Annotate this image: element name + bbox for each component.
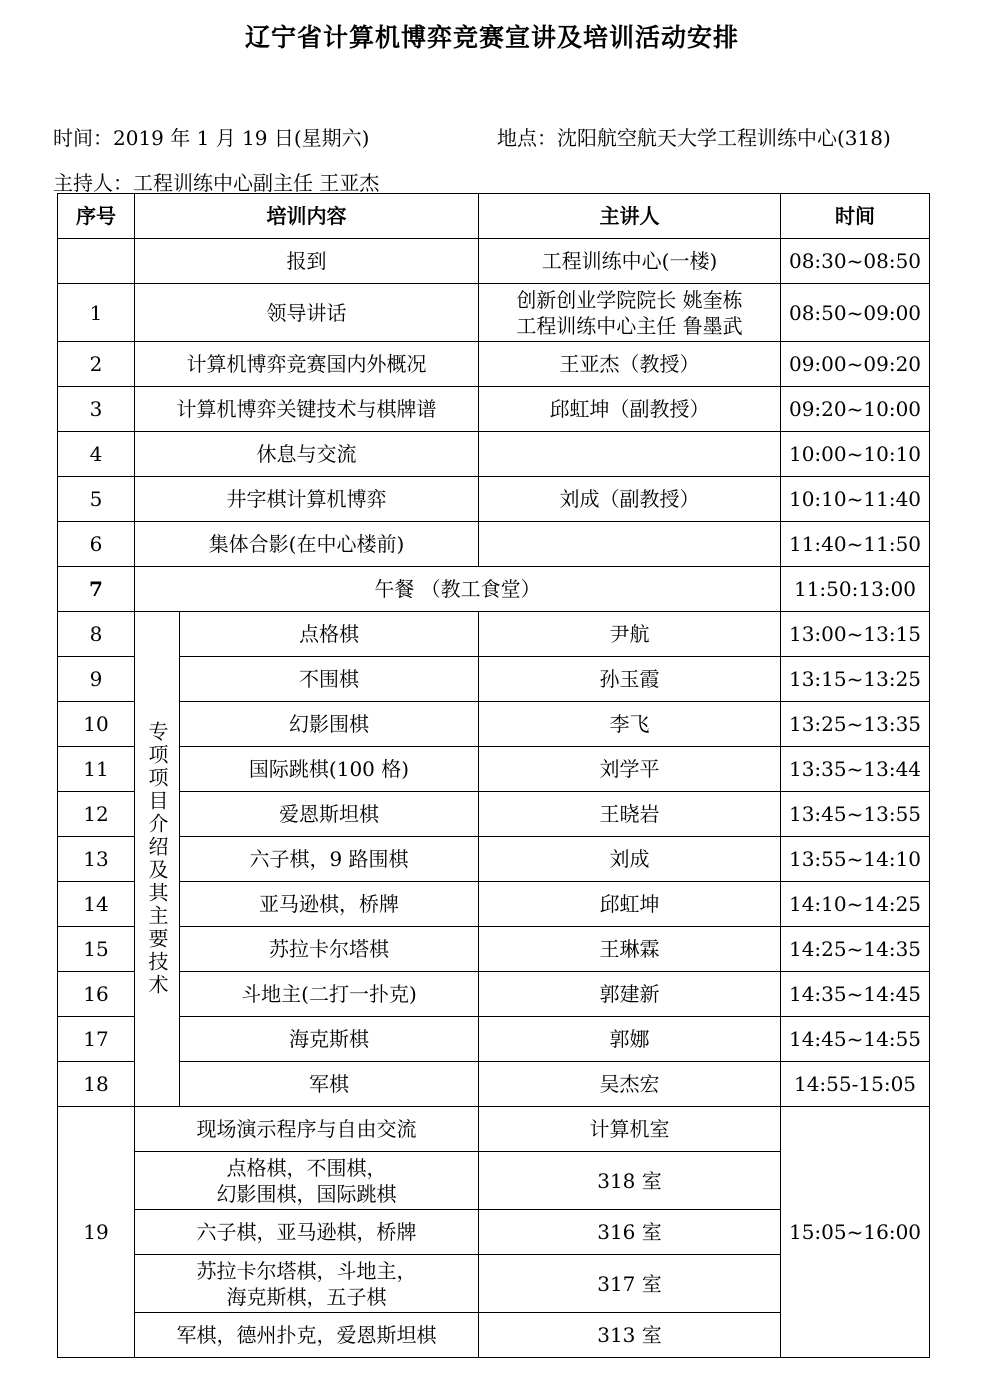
table-row: [58, 284, 930, 342]
speaker-line: 创新创业学院院长 姚奎栋: [516, 287, 743, 312]
row-no: 4: [58, 432, 135, 477]
row-content: 幻影围棋: [180, 702, 479, 747]
row-content: 亚马逊棋，桥牌: [180, 882, 479, 927]
row-no: 3: [58, 387, 135, 432]
row-content: 六子棋，9 路围棋: [180, 837, 479, 882]
row-content: 领导讲话: [135, 284, 479, 342]
row-no: 19: [58, 1107, 135, 1358]
row-time: 09:00~09:20: [781, 342, 930, 387]
schedule-table: [57, 193, 930, 1358]
row-content: 军棋，德州扑克，爱恩斯坦棋: [135, 1313, 479, 1358]
row-room: 317 室: [479, 1255, 781, 1313]
row-content: 国际跳棋(100 格): [180, 747, 479, 792]
header-speaker: 主讲人: [479, 194, 781, 239]
row-no: 9: [58, 657, 135, 702]
row-no: 14: [58, 882, 135, 927]
row-time: 13:25~13:35: [781, 702, 930, 747]
row-time: 08:50~09:00: [781, 284, 930, 342]
row-content: 点格棋: [180, 612, 479, 657]
header-time: 时间: [781, 194, 930, 239]
row-time: 08:30~08:50: [781, 239, 930, 284]
row-time: 13:55~14:10: [781, 837, 930, 882]
row-content: 现场演示程序与自由交流: [135, 1107, 479, 1152]
row-speaker: 邱虹坤（副教授）: [479, 387, 781, 432]
row-time: 13:15~13:25: [781, 657, 930, 702]
row-no: 8: [58, 612, 135, 657]
content-line: 点格棋，不围棋，: [226, 1155, 387, 1180]
row-speaker: 郭建新: [479, 972, 781, 1017]
row-speaker: 尹航: [479, 612, 781, 657]
row-content: 午餐 （教工食堂）: [135, 567, 781, 612]
row-content: 六子棋，亚马逊棋，桥牌: [135, 1210, 479, 1255]
row-speaker: 刘学平: [479, 747, 781, 792]
row-no: 6: [58, 522, 135, 567]
content-line: 海克斯棋，五子棋: [226, 1284, 387, 1309]
row-time: 14:10~14:25: [781, 882, 930, 927]
row-time: 11:40~11:50: [781, 522, 930, 567]
table-row: [58, 387, 930, 432]
row-time: 10:10~11:40: [781, 477, 930, 522]
row-content: 军棋: [180, 1062, 479, 1107]
row-room: 316 室: [479, 1210, 781, 1255]
row-no: 5: [58, 477, 135, 522]
row-speaker: 李飞: [479, 702, 781, 747]
row-content: 计算机博弈竞赛国内外概况: [135, 342, 479, 387]
row-speaker: 郭娜: [479, 1017, 781, 1062]
row-content: 苏拉卡尔塔棋: [180, 927, 479, 972]
row-time: 09:20~10:00: [781, 387, 930, 432]
event-location: 地点：沈阳航空航天大学工程训练中心(318): [497, 126, 891, 150]
row-speaker: 邱虹坤: [479, 882, 781, 927]
row-no: 10: [58, 702, 135, 747]
table-row: [58, 1017, 930, 1062]
table-row: [58, 1062, 930, 1107]
row-time: 15:05~16:00: [781, 1107, 930, 1358]
table-row: [58, 432, 930, 477]
row-no: 18: [58, 1062, 135, 1107]
row-time: 13:35~13:44: [781, 747, 930, 792]
table-row: [58, 342, 930, 387]
row-content: 计算机博弈关键技术与棋牌谱: [135, 387, 479, 432]
row-content: 报到: [135, 239, 479, 284]
section-label: 专项项目介绍及其主要技术: [135, 612, 180, 1107]
row-content: 井字棋计算机博弈: [135, 477, 479, 522]
row-no: 2: [58, 342, 135, 387]
row-speaker: 刘成（副教授）: [479, 477, 781, 522]
row-speaker: 刘成: [479, 837, 781, 882]
row-content: [135, 1255, 479, 1313]
table-row: [58, 612, 930, 657]
row-content: 集体合影(在中心楼前): [135, 522, 479, 567]
document-title: 辽宁省计算机博弈竞赛宣讲及培训活动安排: [244, 23, 739, 52]
row-speaker: 工程训练中心(一楼): [479, 239, 781, 284]
row-speaker: 王琳霖: [479, 927, 781, 972]
content-line: 苏拉卡尔塔棋，斗地主，: [196, 1258, 417, 1283]
row-speaker: [479, 432, 781, 477]
table-row: [58, 792, 930, 837]
table-row: [58, 1107, 930, 1152]
row-content: 不围棋: [180, 657, 479, 702]
row-time: 14:45~14:55: [781, 1017, 930, 1062]
row-no: 11: [58, 747, 135, 792]
row-speaker: 孙玉霞: [479, 657, 781, 702]
table-row: [58, 702, 930, 747]
row-no: 1: [58, 284, 135, 342]
row-content: [135, 1152, 479, 1210]
row-no: [58, 239, 135, 284]
row-content: 爱恩斯坦棋: [180, 792, 479, 837]
row-no: 16: [58, 972, 135, 1017]
table-row: [58, 567, 930, 612]
speaker-line: 工程训练中心主任 鲁墨武: [516, 313, 743, 338]
row-room: 318 室: [479, 1152, 781, 1210]
row-room: 313 室: [479, 1313, 781, 1358]
header-no: 序号: [58, 194, 135, 239]
row-time: 14:55-15:05: [781, 1062, 930, 1107]
row-content: 斗地主(二打一扑克): [180, 972, 479, 1017]
row-speaker: [479, 284, 781, 342]
table-row: [58, 522, 930, 567]
row-no: 15: [58, 927, 135, 972]
row-time: 13:45~13:55: [781, 792, 930, 837]
content-line: 幻影围棋，国际跳棋: [216, 1181, 397, 1206]
row-time: 13:00~13:15: [781, 612, 930, 657]
table-header-row: [58, 194, 930, 239]
row-no: 17: [58, 1017, 135, 1062]
table-row: [58, 837, 930, 882]
table-row: [58, 239, 930, 284]
event-time: 时间：2019 年 1 月 19 日(星期六): [53, 126, 370, 150]
row-speaker: 王亚杰（教授）: [479, 342, 781, 387]
row-room: 计算机室: [479, 1107, 781, 1152]
event-host: 主持人：工程训练中心副主任 王亚杰: [53, 171, 380, 195]
row-speaker: 王晓岩: [479, 792, 781, 837]
row-time: 11:50:13:00: [781, 567, 930, 612]
row-no: 13: [58, 837, 135, 882]
row-no: 7: [58, 567, 135, 612]
row-time: 14:35~14:45: [781, 972, 930, 1017]
row-content: 海克斯棋: [180, 1017, 479, 1062]
row-time: 14:25~14:35: [781, 927, 930, 972]
row-time: 10:00~10:10: [781, 432, 930, 477]
header-content: 培训内容: [135, 194, 479, 239]
table-row: [58, 477, 930, 522]
table-row: [58, 927, 930, 972]
table-row: [58, 657, 930, 702]
row-content: 休息与交流: [135, 432, 479, 477]
table-row: [58, 882, 930, 927]
row-no: 12: [58, 792, 135, 837]
table-row: [58, 747, 930, 792]
row-speaker: [479, 522, 781, 567]
row-speaker: 吴杰宏: [479, 1062, 781, 1107]
table-row: [58, 972, 930, 1017]
